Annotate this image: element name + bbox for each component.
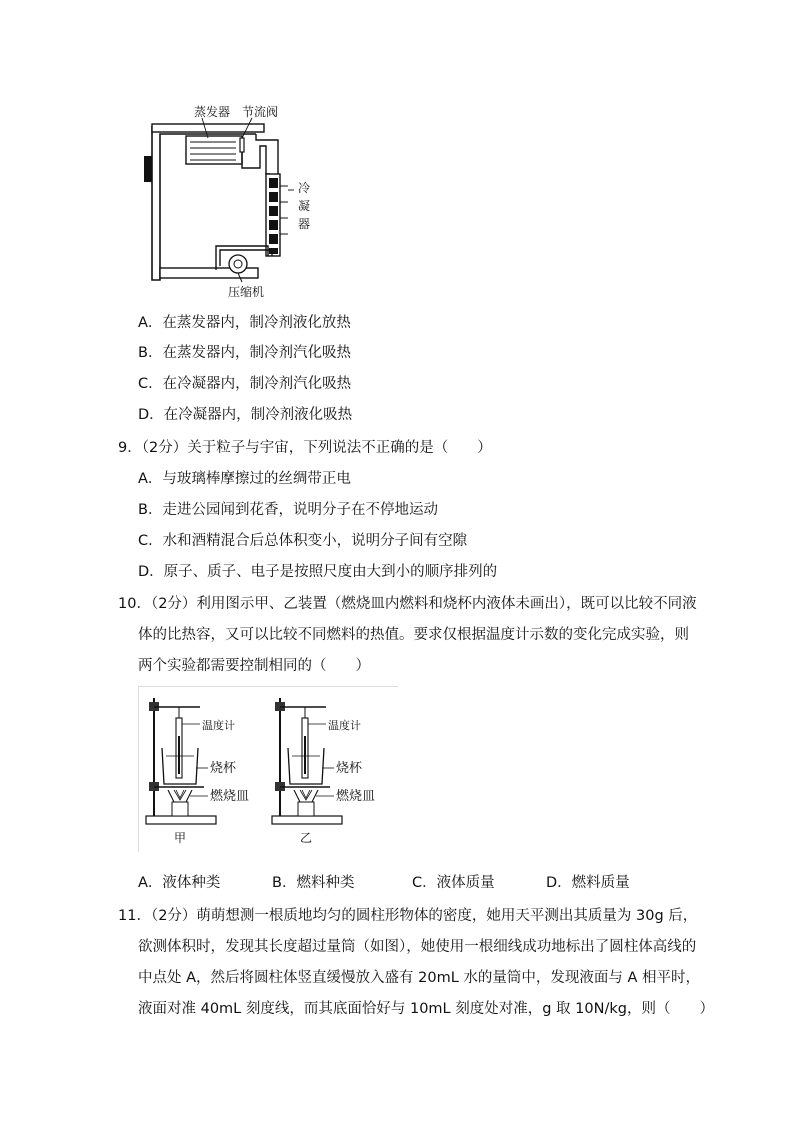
q11-stem-line-3: 中点处 A，然后将圆柱体竖直缓慢放入盛有 20mL 水的量筒中，发现液面与 A 相平时， — [138, 970, 701, 986]
refrigerator-diagram — [138, 98, 318, 303]
q10-option-d: D．燃料质量 — [546, 875, 630, 891]
valve-label: 节流阀 — [242, 105, 279, 119]
q9-option-d: D．原子、质子、电子是按照尺度由大到小的顺序排列的 — [138, 564, 498, 580]
compressor-label: 压缩机 — [228, 285, 265, 299]
right-thermometer-label: 温度计 — [328, 719, 361, 732]
left-thermometer-label: 温度计 — [202, 719, 235, 732]
q10-stem-line-3: 两个实验都需要控制相同的（ ） — [138, 658, 370, 674]
q8-option-a: A．在蒸发器内，制冷剂液化放热 — [138, 315, 351, 331]
q11-stem-line-2: 欲测体积时，发现其长度超过量筒（如图），她使用一根细线成功地标出了圆柱体高线的 — [138, 939, 697, 955]
condenser-label-2: 凝 — [298, 199, 311, 213]
q10-stem-line-1: 10．（2分）利用图示甲、乙装置（燃烧皿内燃料和烧杯内液体未画出），既可以比较不同液 — [118, 596, 697, 612]
heating-apparatus-diagram — [138, 686, 400, 854]
q8-option-d: D．在冷凝器内，制冷剂液化吸热 — [138, 407, 353, 423]
q10-option-b: B．燃料种类 — [272, 875, 355, 891]
left-dish-label: 燃烧皿 — [210, 789, 250, 804]
right-dish-label: 燃烧皿 — [336, 789, 376, 804]
q11-stem-line-1: 11．（2分）萌萌想测一根质地均匀的圆柱形物体的密度，她用天平测出其质量为 30g 后， — [118, 908, 698, 924]
q9-stem: 9．（2分）关于粒子与宇宙，下列说法不正确的是（ ） — [118, 440, 492, 456]
left-beaker-label: 烧杯 — [210, 761, 237, 776]
q8-option-b: B．在蒸发器内，制冷剂汽化吸热 — [138, 345, 351, 361]
q9-option-a: A．与玻璃棒摩擦过的丝绸带正电 — [138, 471, 351, 487]
right-beaker-label: 烧杯 — [336, 761, 363, 776]
q10-option-c: C．液体质量 — [412, 875, 495, 891]
condenser-label-1: 冷 — [298, 181, 311, 195]
q10-option-a: A．液体种类 — [138, 875, 221, 891]
q9-option-b: B．走进公园闻到花香，说明分子在不停地运动 — [138, 502, 438, 518]
q8-option-c: C．在冷凝器内，制冷剂汽化吸热 — [138, 376, 352, 392]
left-caption: 甲 — [174, 831, 187, 845]
right-caption: 乙 — [300, 831, 313, 845]
q10-stem-line-2: 体的比热容，又可以比较不同燃料的热值。要求仅根据温度计示数的变化完成实验，则 — [138, 627, 689, 643]
q9-option-c: C．水和酒精混合后总体积变小，说明分子间有空隙 — [138, 533, 468, 549]
condenser-label-3: 器 — [298, 217, 311, 231]
evaporator-label: 蒸发器 — [194, 105, 231, 119]
q11-stem-line-4: 液面对准 40mL 刻度线，而其底面恰好与 10mL 刻度处对准，g 取 10N/kg，则（ ） — [138, 1001, 714, 1017]
